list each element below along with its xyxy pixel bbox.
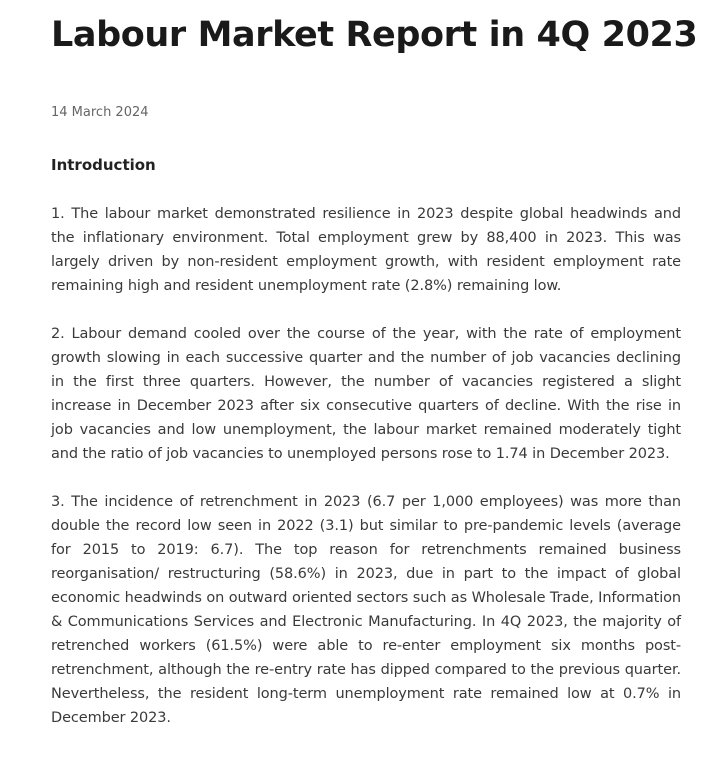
- paragraph-1: 1. The labour market demonstrated resilience in 2023 despite global headwinds and the inflationary environment. Total employment grew by 88,400 in 2023. This was largely driven by non-resident employment growth, with resident employment rate remaining high and resident unemployment rate (2.8%) remaining low.: [51, 206, 681, 294]
- paragraph-3: 3. The incidence of retrenchment in 2023 (6.7 per 1,000 employees) was more than double the record low seen in 2022 (3.1) but similar to pre-pandemic levels (average for 2015 to 2019: 6.7). The top reason for retrenchments remained business reorganisation/ restructuring (58.6%) in 2023, due in part to the impact of global economic headwinds on outward oriented sectors such as Wholesale Trade, Information & Communications Services and Electronic Manufacturing. In 4Q 2023, the majority of retrenched workers (61.5%) were able to re-enter employment six months post-retrenchment, although the re-entry rate has dipped compared to the previous quarter. Nevertheless, the resident long-term unemployment rate remained low at 0.7% in December 2023.: [51, 494, 681, 726]
- paragraph-2: 2. Labour demand cooled over the course of the year, with the rate of employment growth slowing in each successive quarter and the number of job vacancies declining in the first three quarters. However, the number of vacancies registered a slight increase in December 2023 after six consecutive quarters of decline. With the rise in job vacancies and low unemployment, the labour market remained moderately tight and the ratio of job vacancies to unemployed persons rose to 1.74 in December 2023.: [51, 326, 681, 462]
- page-title: Labour Market Report in 4Q 2023: [51, 15, 698, 55]
- section-heading-introduction: Introduction: [51, 156, 156, 174]
- publication-date: 14 March 2024: [51, 105, 149, 120]
